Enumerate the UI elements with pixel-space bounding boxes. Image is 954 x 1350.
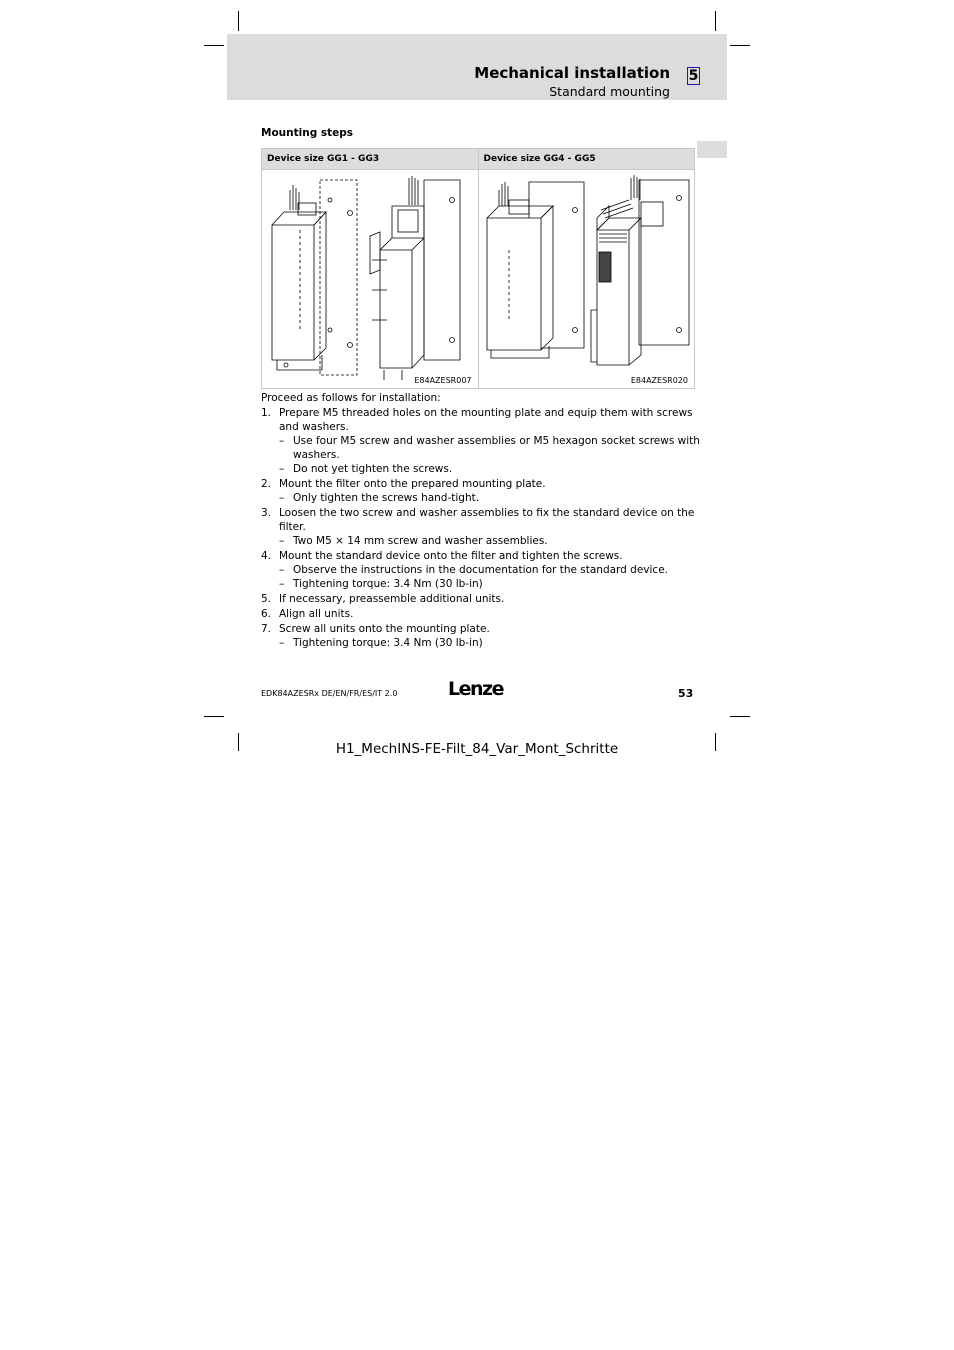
substep-text: Two M5 × 14 mm screw and washer assemblies. (293, 535, 548, 547)
crop-mark (730, 716, 750, 717)
figure-code: E84AZESR020 (630, 376, 688, 385)
substep-text: Tightening torque: 3.4 Nm (30 lb-in) (293, 637, 483, 649)
lenze-logo: Lenze (448, 678, 503, 700)
step-text: Align all units. (279, 608, 354, 620)
substep-text: Only tighten the screws hand-tight. (293, 492, 480, 504)
section-title: Mounting steps (261, 127, 354, 139)
crop-mark (238, 11, 239, 31)
instructions (261, 391, 701, 650)
chapter-title: Mechanical installation (474, 64, 670, 82)
step-number: 5. (261, 593, 272, 605)
step-4 (261, 549, 701, 563)
substep (261, 462, 701, 476)
side-tab (697, 141, 727, 158)
crop-mark (204, 716, 224, 717)
substep (261, 636, 701, 650)
substep (261, 534, 701, 548)
crop-mark (715, 11, 716, 31)
crop-mark (204, 45, 224, 46)
page-number: 53 (678, 687, 694, 700)
figure-table (261, 148, 695, 389)
file-label: H1_MechINS-FE-Filt_84_Var_Mont_Schritte (335, 741, 619, 757)
step-number: 4. (261, 550, 272, 562)
step-2 (261, 477, 701, 491)
dash: – (279, 564, 285, 576)
chapter-number-link[interactable]: 5 (688, 68, 699, 84)
intro-text: Proceed as follows for installation: (261, 392, 441, 404)
step-text: Prepare M5 threaded holes on the mounting plate and equip them with screws and washers. (279, 407, 693, 433)
step-number: 3. (261, 507, 272, 519)
substep (261, 491, 701, 505)
step-7 (261, 622, 701, 636)
dash: – (279, 492, 285, 504)
step-text: If necessary, preassemble additional units. (279, 593, 505, 605)
figure-code: E84AZESR007 (414, 376, 472, 385)
mounting-illustration-gg4-gg5 (479, 170, 694, 388)
crop-mark (730, 45, 750, 46)
figure-gg4-gg5 (479, 170, 695, 388)
dash: – (279, 637, 285, 649)
figure-gg1-gg3 (262, 170, 478, 388)
chapter-subtitle: Standard mounting (549, 84, 670, 99)
dash: – (279, 463, 285, 475)
document-id: EDK84AZESRx DE/EN/FR/ES/IT 2.0 (261, 689, 398, 698)
substep (261, 434, 701, 462)
step-number: 2. (261, 478, 272, 490)
dash: – (279, 535, 285, 547)
step-text: Mount the filter onto the prepared mounting plate. (279, 478, 546, 490)
step-1 (261, 406, 701, 434)
step-text: Mount the standard device onto the filter and tighten the screws. (279, 550, 623, 562)
step-number: 6. (261, 608, 272, 620)
dash: – (279, 435, 285, 447)
substep (261, 563, 701, 577)
substep-text: Do not yet tighten the screws. (293, 463, 453, 475)
figure-heading-gg4-gg5: Device size GG4 - GG5 (478, 149, 695, 170)
substep-text: Observe the instructions in the documentation for the standard device. (293, 564, 669, 576)
step-3 (261, 506, 701, 534)
substep (261, 577, 701, 591)
figure-heading-gg1-gg3: Device size GG1 - GG3 (262, 149, 479, 170)
step-5 (261, 592, 701, 606)
step-number: 1. (261, 407, 272, 419)
dash: – (279, 578, 285, 590)
step-text: Screw all units onto the mounting plate. (279, 623, 490, 635)
mounting-illustration-gg1-gg3 (262, 170, 477, 388)
substep-text: Tightening torque: 3.4 Nm (30 lb-in) (293, 578, 483, 590)
step-text: Loosen the two screw and washer assemblies to fix the standard device on the filter. (279, 507, 695, 533)
step-6 (261, 607, 701, 621)
step-number: 7. (261, 623, 272, 635)
substep-text: Use four M5 screw and washer assemblies or M5 hexagon socket screws with washers. (293, 435, 700, 461)
